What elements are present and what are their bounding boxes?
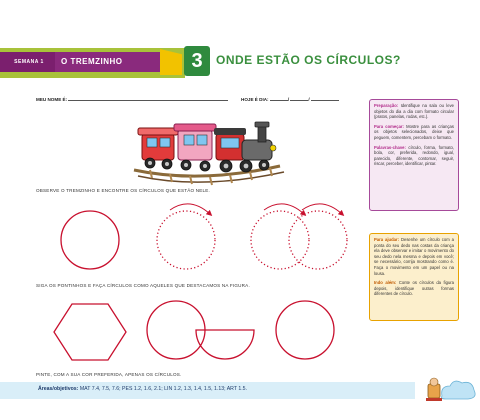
palavras-paragraph: [374, 145, 454, 167]
dotted-circle-3[interactable]: [289, 211, 347, 269]
palavras-text: círculo, forma, formato, bola, cor, preferida, redondo, igual, parecido, diferente, contornar, seguir, riscar, perceber, identificar, pintar.: [374, 144, 454, 167]
help-notes-box: [369, 233, 459, 321]
alem-paragraph: [374, 280, 454, 297]
instruction-1: OBSERVE O TREMZINHO E ENCONTRE OS CÍRCULOS QUE ESTÃO NELE.: [36, 188, 211, 193]
name-field[interactable]: [68, 95, 228, 101]
week-label: SEMANA 1: [0, 52, 58, 72]
ajudar-paragraph: [374, 237, 454, 276]
ajudar-text: Desenhe um círculo com a ponta do seu dedo nas costas da criança ela deve observar e imitar o movimento do seu dedo nela mesma e depois em você; se necessário, corrija mostrando como é. Faça o movimento em um papel ou na lousa.: [374, 237, 454, 276]
date-row: HOJE É DIA: / /: [241, 95, 339, 102]
footer-objectives: [38, 386, 247, 392]
activity-number: 3: [184, 46, 210, 76]
comecar-text: Mostre para as crianças os objetos selecionados, deixe que peguem, comentem, percebam o formato.: [374, 123, 454, 140]
circles-row-end: [278, 196, 368, 276]
solid-circle: [61, 211, 119, 269]
instruction-2: SIGA OS PONTINHOS E FAÇA CÍRCULOS COMO AQUELES QUE DESTACAMOS NA FIGURA.: [36, 283, 250, 288]
preparacao-text: Identifique na sala ou leve objetos do dia a dia com formato circular (pratos, panelas, rodas, etc.).: [374, 103, 454, 120]
hexagon-shape[interactable]: [54, 304, 126, 360]
date-year-field[interactable]: [311, 95, 339, 101]
ajudar-key: Para ajudar:: [374, 237, 400, 242]
comecar-paragraph: [374, 124, 454, 141]
date-day-field[interactable]: [270, 95, 288, 101]
alem-text: Conte os círculos da figura depois, identifique outras formas diferentes de círculo.: [374, 280, 454, 297]
areas-text: MAT 7.4, 7.5, 7.6; PES 1.2, 1.6, 2.1; LIN 1.2, 1.3, 1.4, 1.5, 1.13; ART 1.5.: [79, 386, 247, 392]
alem-key: Indo além:: [374, 280, 397, 286]
date-label: HOJE É DIA:: [241, 97, 269, 102]
shapes-row: [50, 292, 370, 367]
comecar-key: Para começar:: [374, 123, 404, 129]
palavras-key: Palavras-chave:: [374, 144, 406, 150]
instruction-3: PINTE, COM A SUA COR PREFERIDA, APENAS OS CÍRCULOS.: [36, 372, 182, 377]
footer-mascot-icon: [420, 374, 478, 404]
circle-shape-2[interactable]: [276, 301, 334, 359]
name-row: [36, 95, 228, 102]
preparacao-key: Preparação:: [374, 103, 399, 108]
activity-title: ONDE ESTÃO OS CÍRCULOS?: [216, 53, 401, 67]
areas-label: Áreas/objetivos:: [38, 386, 79, 392]
date-month-field[interactable]: [290, 95, 308, 101]
train-illustration: [130, 108, 290, 188]
preparacao-paragraph: [374, 103, 454, 120]
teacher-notes-box: [369, 99, 459, 211]
dotted-circle-1[interactable]: [157, 211, 215, 269]
chapter-title: O TREMZINHO: [55, 52, 173, 72]
name-label: MEU NOME É:: [36, 97, 68, 102]
